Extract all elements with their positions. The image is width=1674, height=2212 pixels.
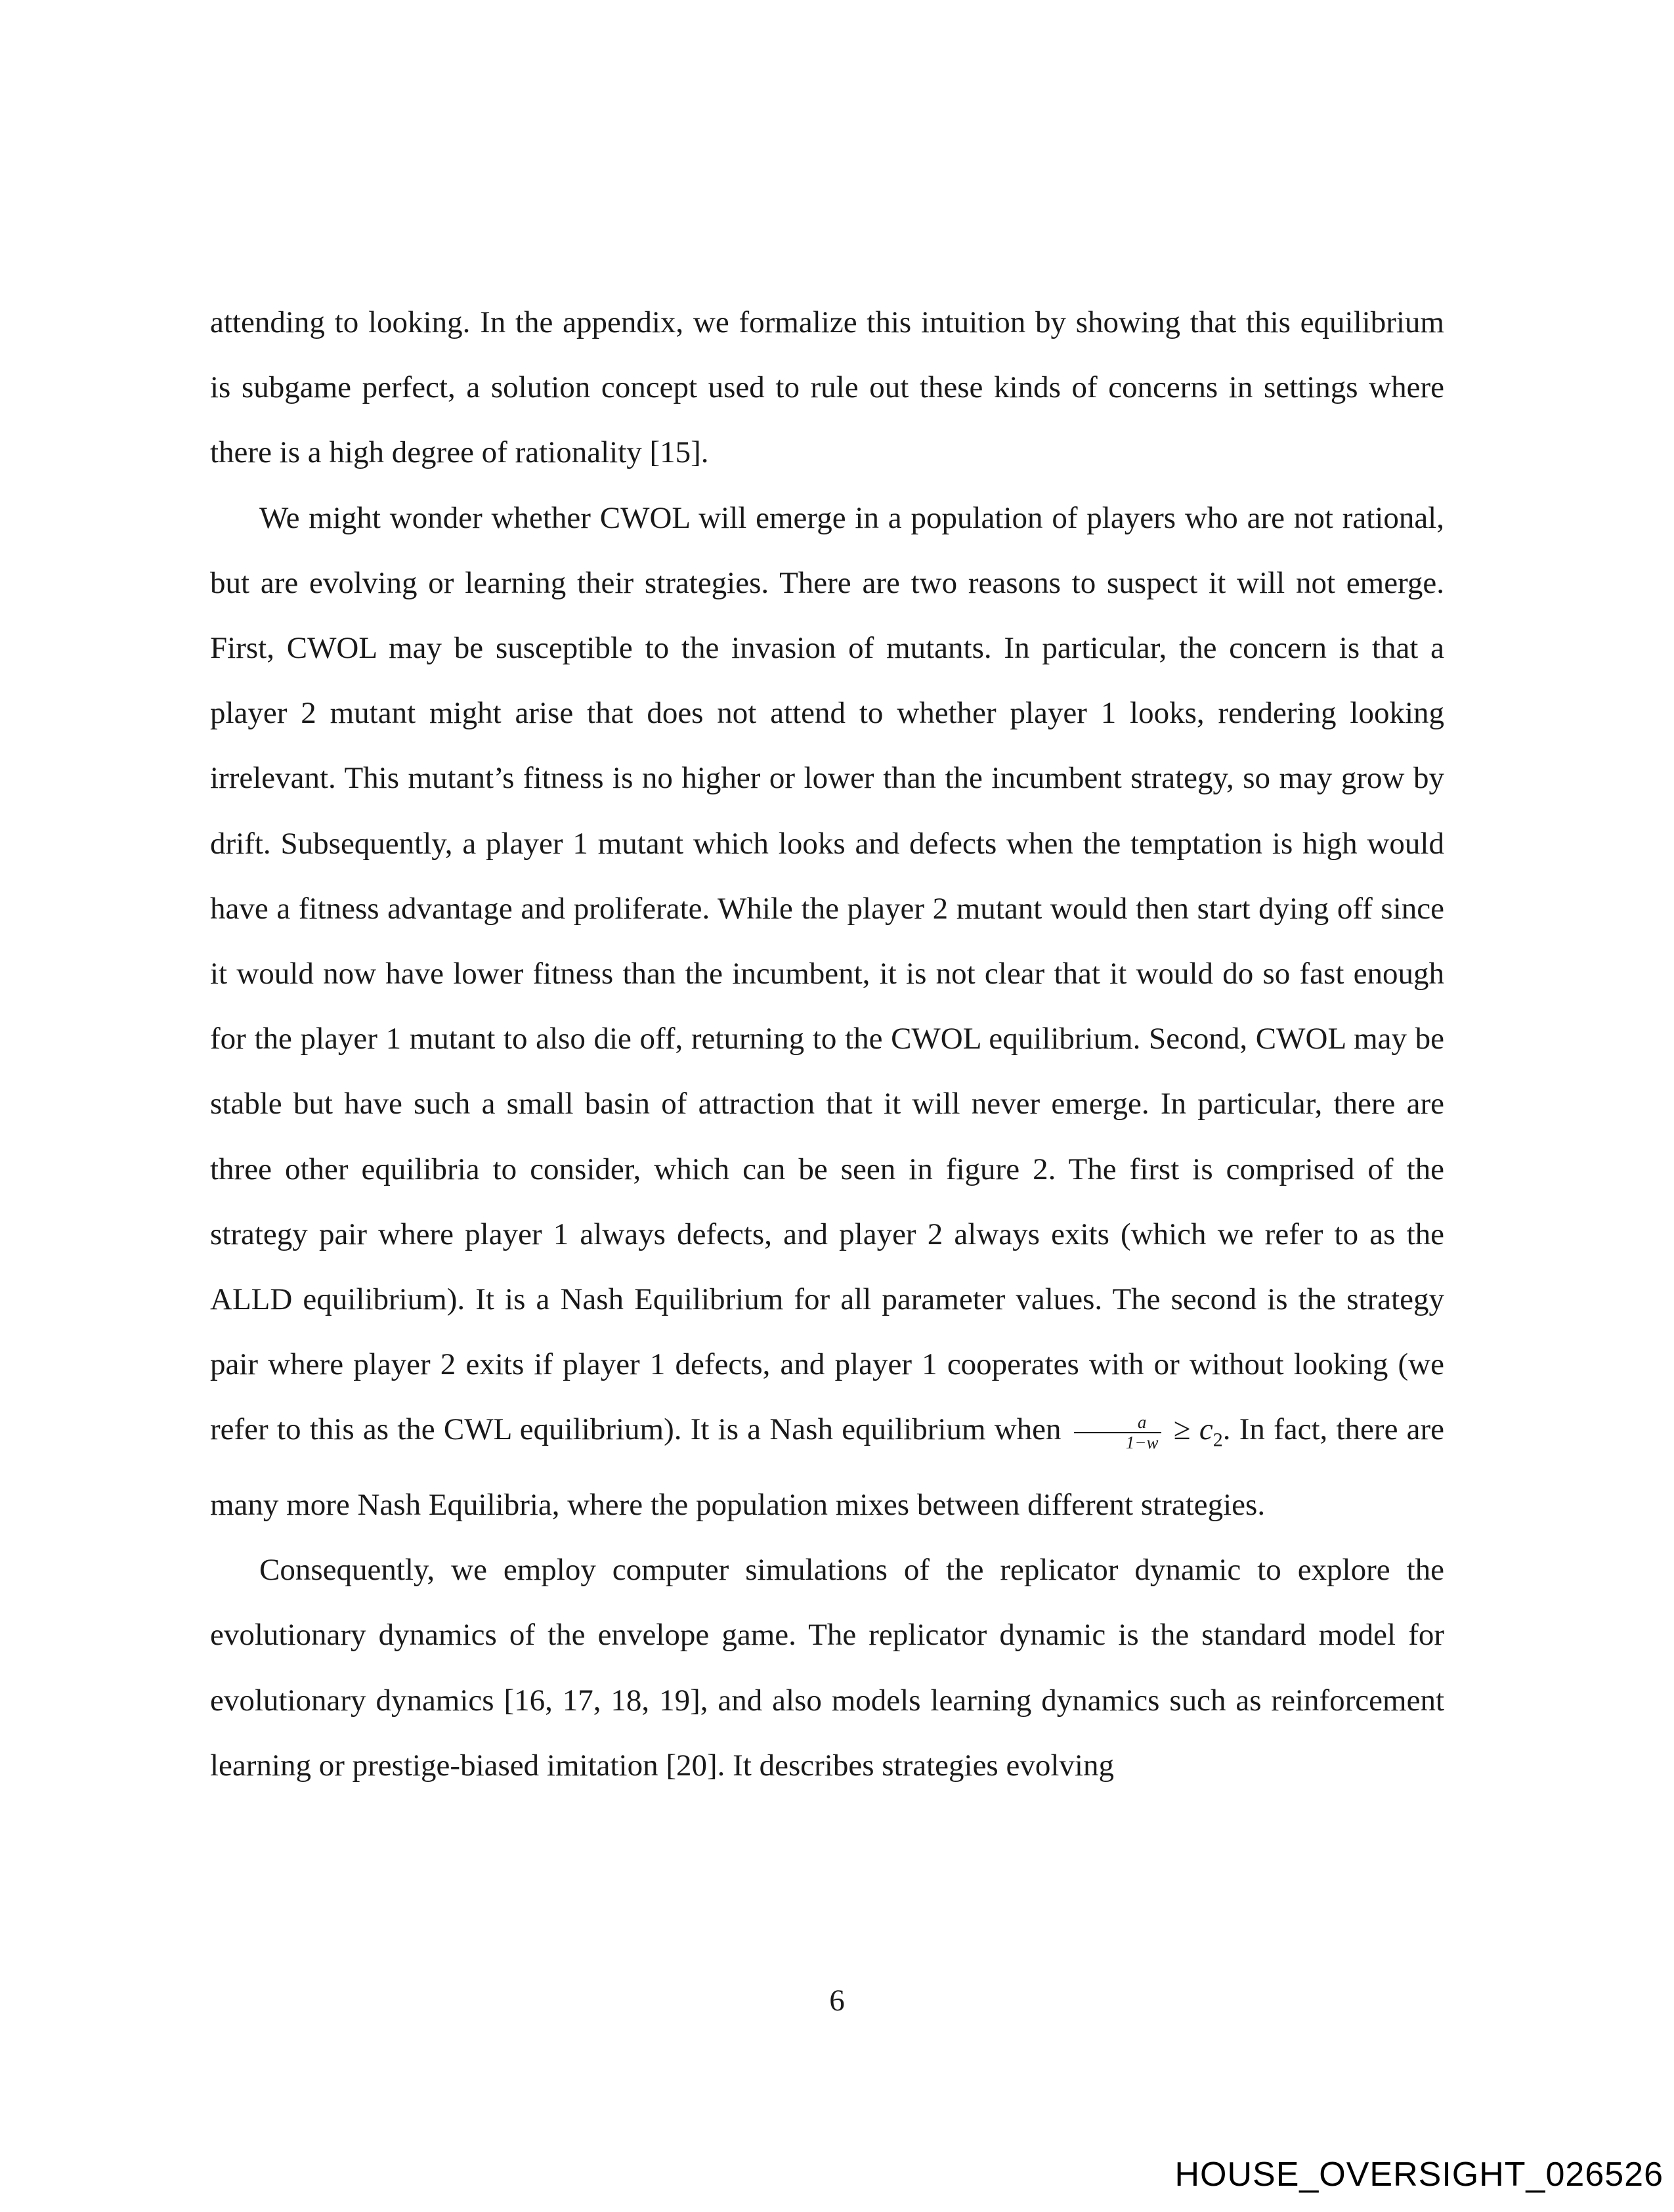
- page-number: 6: [829, 1984, 845, 2018]
- fraction-a-over-one-minus-w: [1074, 1413, 1161, 1452]
- paragraph-1: attending to looking. In the appendix, we formalize this intuition by showing that this equilibrium is subgame perfect, a solution concept used to rule out these kinds of concerns in settings where there is a high degree of rationality [15].: [210, 305, 1444, 470]
- fraction-denominator: 1−w: [1125, 1432, 1159, 1452]
- body-text: [210, 290, 1444, 1798]
- math-variable: c: [1199, 1412, 1213, 1447]
- paragraph-2-text-b: . In fact, there are many more Nash Equilibria, where the population mixes between different strategies.: [210, 1412, 1445, 1523]
- math-relation: ≥: [1173, 1412, 1191, 1447]
- bates-number: HOUSE_OVERSIGHT_026526: [1174, 2156, 1663, 2194]
- paragraph-2: [210, 486, 1444, 1538]
- math-subscript: 2: [1213, 1429, 1223, 1451]
- paragraph-3: Consequently, we employ computer simulations of the replicator dynamic to explore the evolutionary dynamics of the envelope game. The replicator dynamic is the standard model for evolutionary dynamics [16, 17, 18, 19], and also models learning dynamics such as reinforcement learning or prestige-biased imitation [20]. It describes strategies evolving: [210, 1553, 1444, 1783]
- paragraph-2-text-a: We might wonder whether CWOL will emerge in a population of players who are not rational, but are evolving or learning their strategies. There are two reasons to suspect it will not emerge. First, CWOL may be susceptible to the invasion of mutants. In particular, the concern is that a player 2 mutant might arise that does not attend to whether player 1 looks, rendering looking irrelevant. This mutant’s fitness is no higher or lower than the incumbent strategy, so may grow by drift. Subsequently, a player 1 mutant which looks and defects when the temptation is high would have a fitness advantage and proliferate. While the player 2 mutant would then start dying off since it would now have lower fitness than the incumbent, it is not clear that it would do so fast enough for the player 1 mutant to also die off, returning to the CWOL equilibrium. Second, CWOL may be stable but have such a small basin of attraction that it will never emerge. In particular, there are three other equilibria to consider, which can be seen in figure 2. The first is comprised of the strategy pair where player 1 always defects, and player 2 always exits (which we refer to as the ALLD equilibrium). It is a Nash Equilibrium for all parameter values. The second is the strategy pair where player 2 exits if player 1 defects, and player 1 cooperates with or without looking (we refer to this as the CWL equilibrium). It is a Nash equilibrium when: [210, 500, 1444, 1447]
- math-variable-c2: [1199, 1412, 1223, 1451]
- fraction-numerator: a: [1074, 1413, 1161, 1433]
